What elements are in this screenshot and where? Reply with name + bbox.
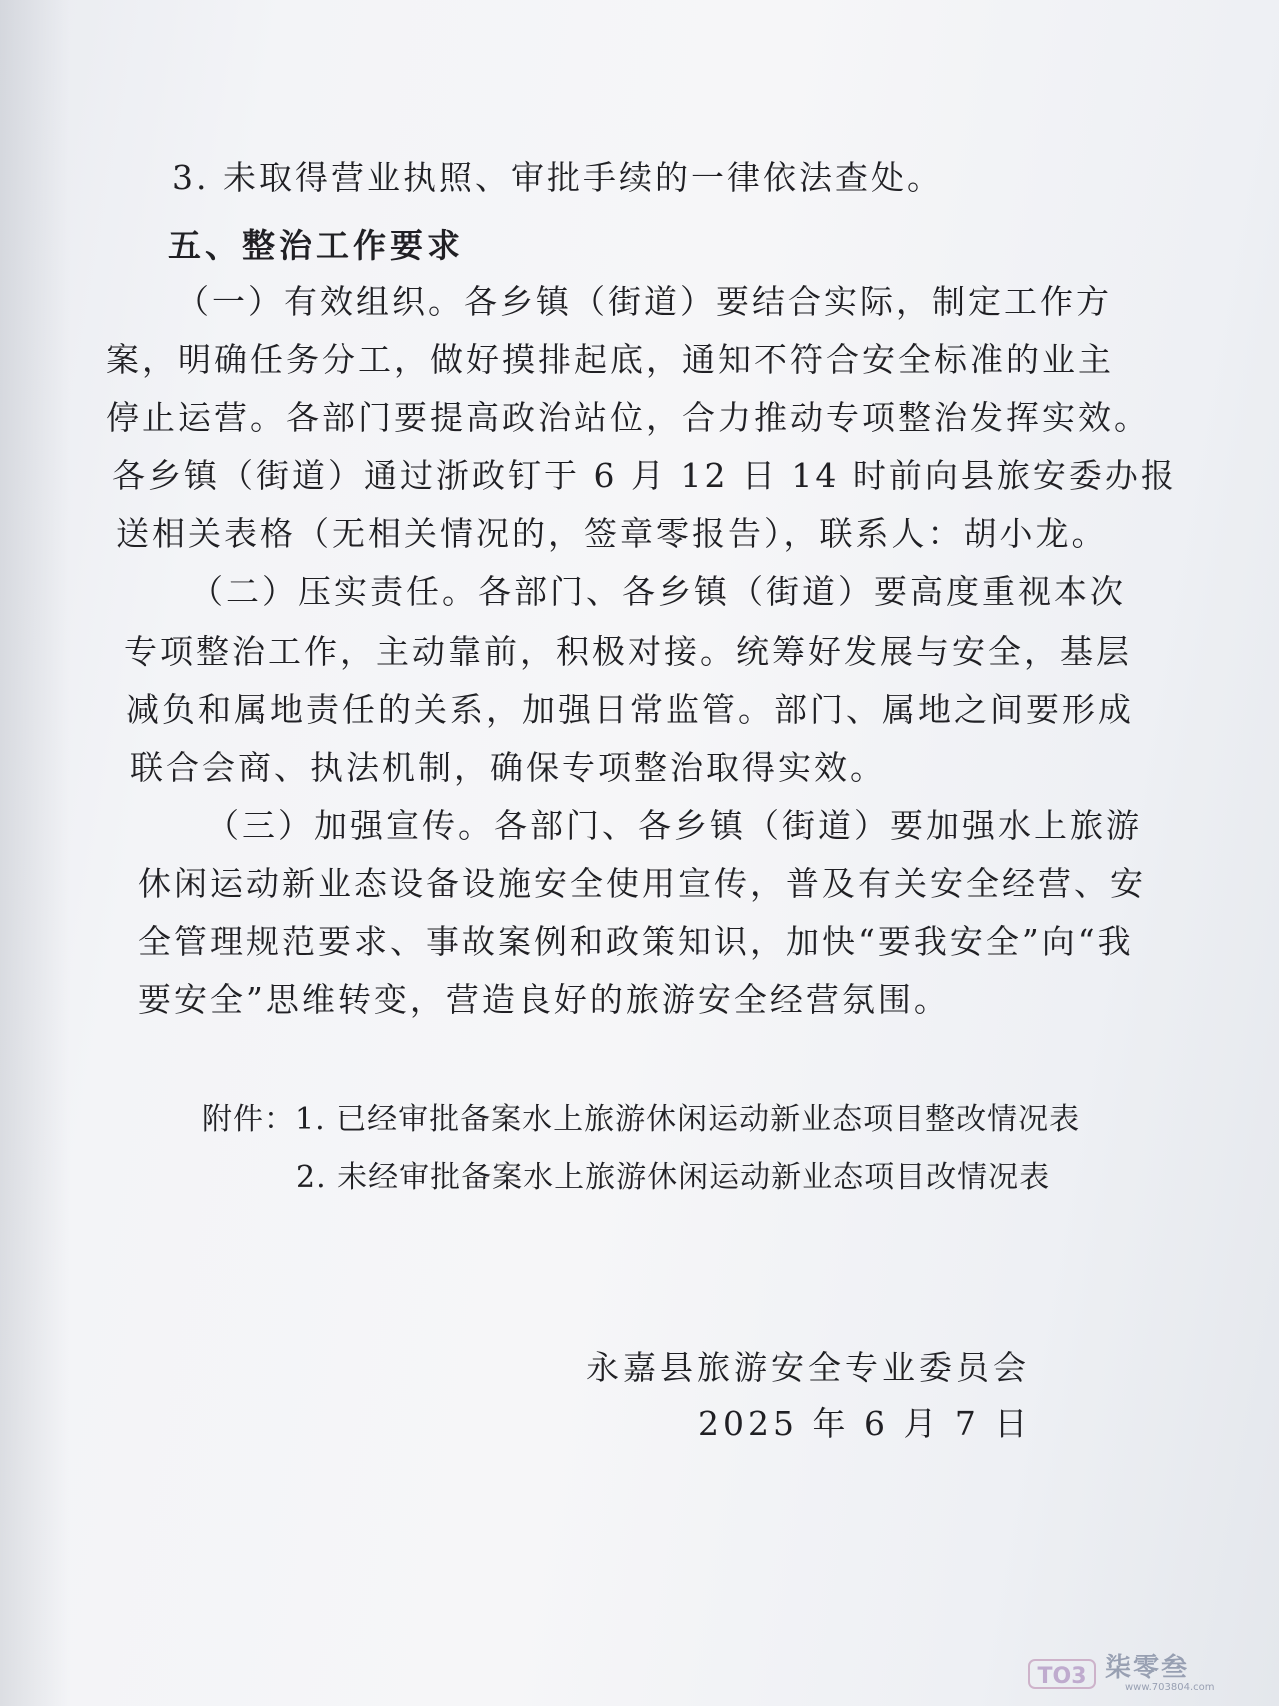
attachment-1: 附件：1. 已经审批备案水上旅游休闲运动新业态项目整改情况表 <box>202 1102 1081 1137</box>
watermark-name: 柒零叁 <box>1105 1653 1190 1683</box>
paragraph-3-line-2: 休闲运动新业态设备设施安全使用宣传，普及有关安全经营、安 <box>138 864 1146 903</box>
paragraph-3-line-1: （三）加强宣传。各部门、各乡镇（街道）要加强水上旅游 <box>206 806 1142 845</box>
watermark-text <box>1105 1655 1215 1693</box>
issuing-organization: 永嘉县旅游安全专业委员会 <box>586 1348 1030 1387</box>
attachment-2: 2. 未经审批备案水上旅游休闲运动新业态项目改情况表 <box>296 1160 1051 1195</box>
paragraph-1-line-1: （一）有效组织。各乡镇（街道）要结合实际，制定工作方 <box>176 282 1112 321</box>
paragraph-1-line-4: 各乡镇（街道）通过浙政钉于 6 月 12 日 14 时前向县旅安委办报 <box>112 456 1177 495</box>
issue-date: 2025 年 6 月 7 日 <box>698 1404 1032 1443</box>
section-heading: 五、整治工作要求 <box>168 226 464 265</box>
paragraph-1-line-5: 送相关表格（无相关情况的，签章零报告），联系人：胡小龙。 <box>116 514 1108 553</box>
clause-3-line: 3. 未取得营业执照、审批手续的一律依法查处。 <box>172 158 943 197</box>
watermark-logo-icon <box>1027 1654 1097 1694</box>
watermark-logo-text: TO3 <box>1037 1664 1087 1689</box>
paragraph-1-line-2: 案，明确任务分工，做好摸排起底，通知不符合安全标准的业主 <box>106 340 1114 379</box>
paragraph-2-line-4: 联合会商、执法机制，确保专项整治取得实效。 <box>130 748 886 787</box>
site-watermark <box>1027 1650 1267 1698</box>
paragraph-2-line-1: （二）压实责任。各部门、各乡镇（街道）要高度重视本次 <box>190 572 1126 611</box>
paragraph-2-line-2: 专项整治工作，主动靠前，积极对接。统筹好发展与安全，基层 <box>124 632 1132 671</box>
page-edge-shadow <box>0 0 70 1706</box>
watermark-url: www.703804.com <box>1125 1682 1215 1693</box>
paragraph-3-line-3: 全管理规范要求、事故案例和政策知识，加快“要我安全”向“我 <box>138 922 1134 961</box>
paragraph-1-line-3: 停止运营。各部门要提高政治站位，合力推动专项整治发挥实效。 <box>106 398 1150 437</box>
paragraph-3-line-4: 要安全”思维转变，营造良好的旅游安全经营氛围。 <box>138 980 950 1019</box>
paragraph-2-line-3: 减负和属地责任的关系，加强日常监管。部门、属地之间要形成 <box>126 690 1134 729</box>
